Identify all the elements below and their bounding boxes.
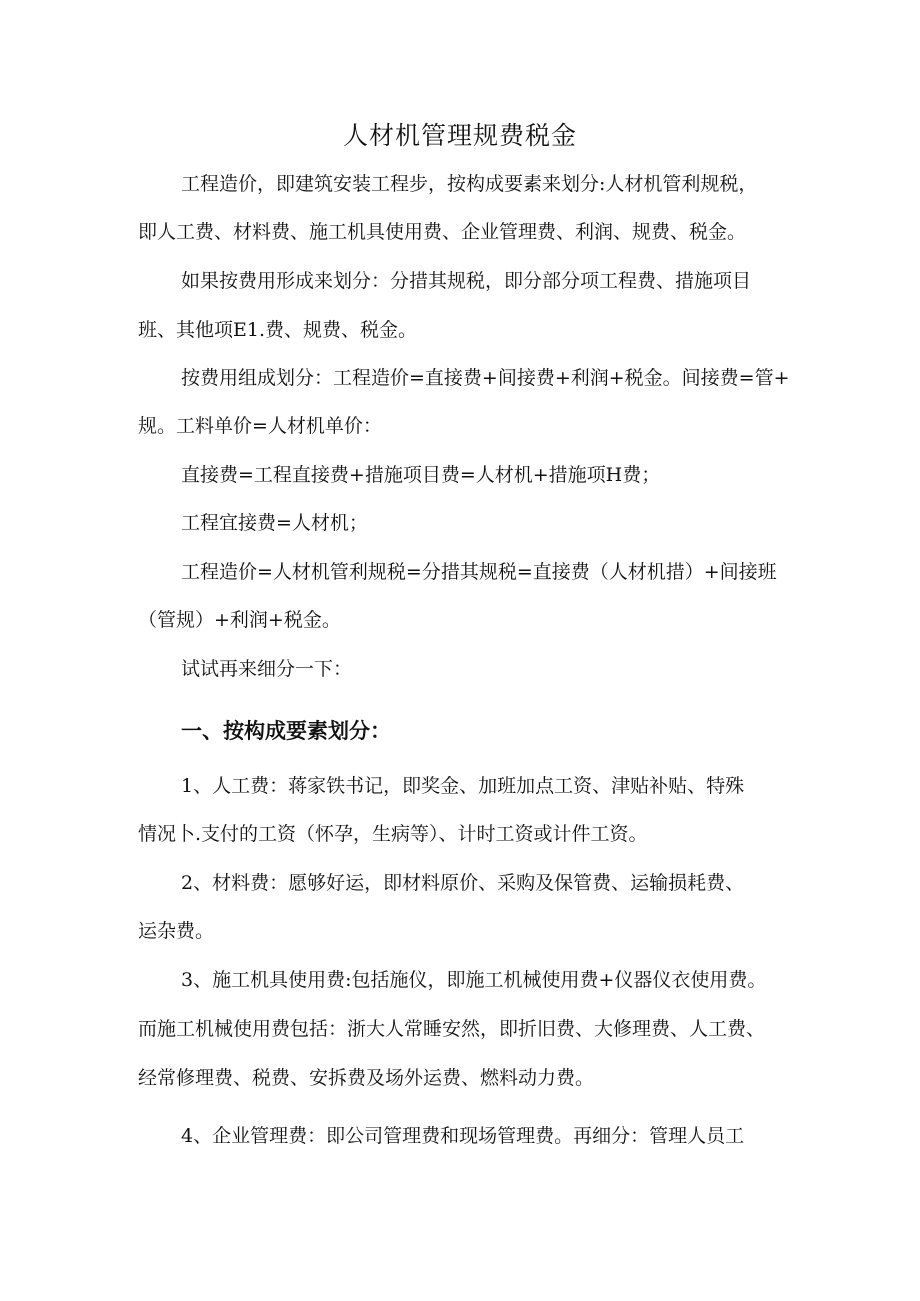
- document-title: 人材机管理规费税金: [342, 121, 577, 150]
- paragraph-line: 工程造价=人材机管利规税=分措其规税=直接费（人材机措）+间接班: [181, 561, 777, 583]
- paragraph-line: （管规）+利润+税金。: [138, 609, 341, 631]
- paragraph-line: 经常修理费、税费、安拆费及场外运费、燃料动力费。: [138, 1067, 595, 1089]
- paragraph-line: 4、企业管理费：即公司管理费和现场管理费。再细分：管理人员工: [181, 1125, 745, 1147]
- paragraph-line: 直接费=工程直接费+措施项目费=人材机+措施项H费；: [181, 464, 661, 486]
- paragraph-line: 按费用组成划分：工程造价=直接费+间接费+利润+税金。间接费=管+: [181, 367, 790, 389]
- paragraph-line: 规。工料单价=人材机单价：: [138, 415, 382, 437]
- paragraph-line: 运杂费。: [138, 920, 215, 942]
- paragraph-line: 3、施工机具使用费:包括施仪，即施工机械使用费+仪器仪衣使用费。: [181, 969, 767, 991]
- section-heading: 一、按构成要素划分：: [181, 719, 391, 743]
- paragraph-line: 班、其他项E1.费、规费、税金。: [138, 319, 417, 341]
- paragraph-line: 即人工费、材料费、施工机具使用费、企业管理费、利润、规费、税金。: [138, 221, 747, 243]
- paragraph-line: 工程造价，即建筑安装工程步，按构成要素来划分:人材机管利规税，: [181, 173, 758, 195]
- paragraph-line: 2、材料费：愿够好运，即材料原价、采购及保管费、运输损耗费、: [181, 872, 745, 894]
- paragraph-line: 1、人工费：蒋家铁书记，即奖金、加班加点工资、津贴补贴、特殊: [181, 775, 745, 797]
- paragraph-line: 而施工机械使用费包括：浙大人常睡安然，即折旧费、大修理费、人工费、: [138, 1018, 766, 1040]
- paragraph-line: 如果按费用形成来划分：分措其规税，即分部分项工程费、措施项目: [181, 270, 752, 292]
- paragraph-line: 工程宜接费=人材机；: [181, 512, 368, 534]
- paragraph-line: 情况卜.支付的工资（怀孕，生病等）、计时工资或计件工资。: [138, 823, 648, 845]
- paragraph-line: 试试再来细分一下：: [181, 658, 353, 680]
